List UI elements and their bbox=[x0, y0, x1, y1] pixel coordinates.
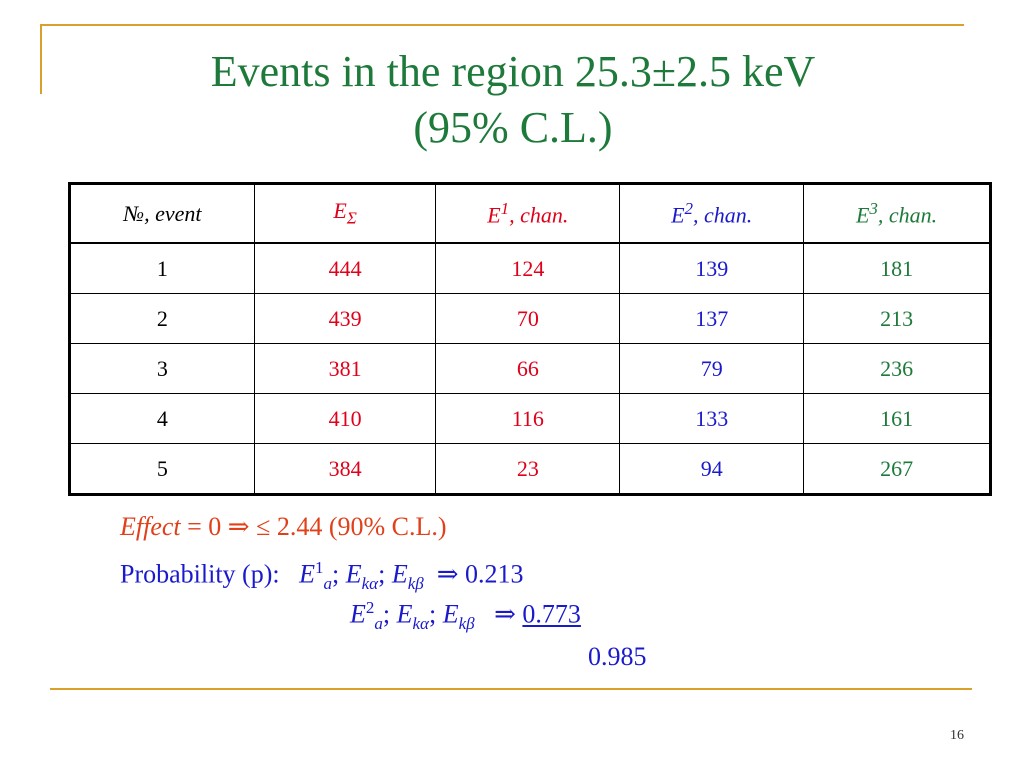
top-accent-line bbox=[40, 24, 964, 26]
page-number: 16 bbox=[950, 728, 964, 743]
bottom-accent-line bbox=[50, 688, 972, 690]
probability-value-1: 0.213 bbox=[465, 559, 524, 589]
cell-e1: 124 bbox=[436, 243, 620, 294]
cell-event: 1 bbox=[70, 243, 255, 294]
probability-total: 0.985 bbox=[588, 642, 647, 671]
table-row bbox=[70, 444, 991, 495]
header-esum: $E_\Sigma$ bbox=[254, 184, 436, 244]
cell-esum: 381 bbox=[254, 344, 436, 394]
cell-e2: 94 bbox=[620, 444, 804, 495]
cell-e2: 137 bbox=[620, 294, 804, 344]
probability-value-2: 0.773 bbox=[522, 599, 581, 629]
cell-e1: 23 bbox=[436, 444, 620, 495]
left-accent-bar bbox=[40, 24, 42, 94]
cell-e3: 161 bbox=[804, 394, 991, 444]
cell-e3: 181 bbox=[804, 243, 991, 294]
header-e3: $E^3$, chan. bbox=[804, 184, 991, 244]
cell-e2: 79 bbox=[620, 344, 804, 394]
probability-label: Probability (p): bbox=[120, 559, 280, 589]
cell-event: 3 bbox=[70, 344, 255, 394]
slide-title bbox=[60, 44, 966, 156]
cell-esum: 439 bbox=[254, 294, 436, 344]
cell-esum: 444 bbox=[254, 243, 436, 294]
cell-event: 5 bbox=[70, 444, 255, 495]
table-row bbox=[70, 294, 991, 344]
cell-e3: 236 bbox=[804, 344, 991, 394]
table-row bbox=[70, 344, 991, 394]
cell-event: 4 bbox=[70, 394, 255, 444]
effect-line: Effect = 0 ⇒ ≤ 2.44 (90% C.L.) bbox=[120, 512, 447, 541]
table-row bbox=[70, 394, 991, 444]
cell-e2: 133 bbox=[620, 394, 804, 444]
cell-esum: 384 bbox=[254, 444, 436, 495]
cell-e3: 267 bbox=[804, 444, 991, 495]
header-e1: $E^1$, chan. bbox=[436, 184, 620, 244]
cell-e1: 66 bbox=[436, 344, 620, 394]
cell-e1: 116 bbox=[436, 394, 620, 444]
cell-e3: 213 bbox=[804, 294, 991, 344]
header-e2: $E^2$, chan. bbox=[620, 184, 804, 244]
cell-event: 2 bbox=[70, 294, 255, 344]
table-header-row bbox=[70, 184, 991, 244]
cell-esum: 410 bbox=[254, 394, 436, 444]
cell-e1: 70 bbox=[436, 294, 620, 344]
events-table bbox=[68, 182, 992, 496]
cell-e2: 139 bbox=[620, 243, 804, 294]
title-line-1: Events in the region 25.3±2.5 keV bbox=[210, 47, 816, 96]
probability-line-2: $E^2_a$; $E_{k\alpha}$; $E_{k\beta}$ ⇒ 0.773 bbox=[350, 598, 581, 633]
probability-line-1: Probability (p): $E^1_a$; $E_{k\alpha}$; $E_{k\beta}$ ⇒ 0.213 bbox=[120, 558, 524, 593]
table-row bbox=[70, 243, 991, 294]
header-event: №, event bbox=[70, 184, 255, 244]
title-line-2: (95% C.L.) bbox=[413, 103, 613, 152]
